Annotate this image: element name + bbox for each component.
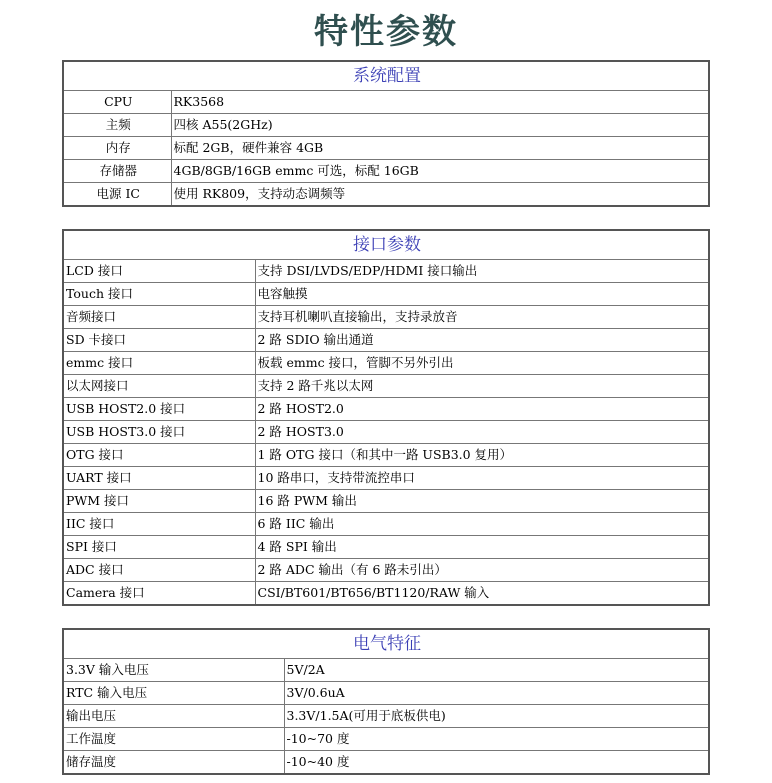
spec-row <box>63 160 709 183</box>
spec-value: 2 路 HOST3.0 <box>255 421 709 444</box>
spec-label: CPU <box>63 91 171 114</box>
page-title: 特性参数 <box>314 12 458 52</box>
spec-value: 使用 RK809，支持动态调频等 <box>171 183 709 207</box>
spec-label: 存储器 <box>63 160 171 183</box>
spec-label: OTG 接口 <box>63 444 255 467</box>
spec-label: LCD 接口 <box>63 260 255 283</box>
spec-value: 2 路 HOST2.0 <box>255 398 709 421</box>
spec-label: 内存 <box>63 137 171 160</box>
spec-value: 2 路 SDIO 输出通道 <box>255 329 709 352</box>
spec-value: 1 路 OTG 接口（和其中一路 USB3.0 复用） <box>255 444 709 467</box>
spec-value: 支持耳机喇叭直接输出，支持录放音 <box>255 306 709 329</box>
spec-row <box>63 91 709 114</box>
spec-value: RK3568 <box>171 91 709 114</box>
spec-row <box>63 728 709 751</box>
spec-label: USB HOST3.0 接口 <box>63 421 255 444</box>
spec-value: 10 路串口，支持带流控串口 <box>255 467 709 490</box>
spec-label: emmc 接口 <box>63 352 255 375</box>
spec-row <box>63 183 709 207</box>
spec-row <box>63 352 709 375</box>
spec-label: USB HOST2.0 接口 <box>63 398 255 421</box>
spec-label: 以太网接口 <box>63 375 255 398</box>
spec-value: 四核 A55(2GHz) <box>171 114 709 137</box>
spec-row <box>63 114 709 137</box>
spec-row <box>63 398 709 421</box>
spec-row <box>63 421 709 444</box>
spec-label: 电源 IC <box>63 183 171 207</box>
spec-value: CSI/BT601/BT656/BT1120/RAW 输入 <box>255 582 709 606</box>
spec-value: 6 路 IIC 输出 <box>255 513 709 536</box>
spec-label: 主频 <box>63 114 171 137</box>
spec-row <box>63 444 709 467</box>
spec-label: UART 接口 <box>63 467 255 490</box>
interface-params-heading: 接口参数 <box>63 230 709 260</box>
spec-label: SPI 接口 <box>63 536 255 559</box>
spec-row <box>63 137 709 160</box>
spec-label: 储存温度 <box>63 751 284 775</box>
spec-value: 电容触摸 <box>255 283 709 306</box>
spec-label: 3.3V 输入电压 <box>63 659 284 682</box>
spec-value: 板载 emmc 接口，管脚不另外引出 <box>255 352 709 375</box>
spec-label: RTC 输入电压 <box>63 682 284 705</box>
spec-label: Touch 接口 <box>63 283 255 306</box>
spec-row <box>63 513 709 536</box>
spec-row <box>63 536 709 559</box>
electrical-features-table <box>62 628 710 775</box>
spec-value: 5V/2A <box>284 659 709 682</box>
spec-row <box>63 705 709 728</box>
spec-label: SD 卡接口 <box>63 329 255 352</box>
spec-row <box>63 490 709 513</box>
spec-row <box>63 306 709 329</box>
electrical-features-heading: 电气特征 <box>63 629 709 659</box>
spec-value: 支持 2 路千兆以太网 <box>255 375 709 398</box>
spec-value: 3V/0.6uA <box>284 682 709 705</box>
spec-value: 支持 DSI/LVDS/EDP/HDMI 接口输出 <box>255 260 709 283</box>
spec-row <box>63 467 709 490</box>
spec-row <box>63 682 709 705</box>
spec-label: IIC 接口 <box>63 513 255 536</box>
spec-label: ADC 接口 <box>63 559 255 582</box>
spec-value: -10~40 度 <box>284 751 709 775</box>
interface-params-table <box>62 229 710 606</box>
spec-value: 16 路 PWM 输出 <box>255 490 709 513</box>
spec-row <box>63 559 709 582</box>
spec-value: 标配 2GB，硬件兼容 4GB <box>171 137 709 160</box>
spec-label: PWM 接口 <box>63 490 255 513</box>
spec-row <box>63 582 709 606</box>
spec-label: 音频接口 <box>63 306 255 329</box>
spec-row <box>63 283 709 306</box>
system-config-table <box>62 60 710 207</box>
spec-row <box>63 375 709 398</box>
spec-value: -10~70 度 <box>284 728 709 751</box>
spec-value: 4GB/8GB/16GB emmc 可选，标配 16GB <box>171 160 709 183</box>
spec-row <box>63 329 709 352</box>
system-config-heading: 系统配置 <box>63 61 709 91</box>
spec-row <box>63 751 709 775</box>
spec-value: 3.3V/1.5A(可用于底板供电) <box>284 705 709 728</box>
spec-label: Camera 接口 <box>63 582 255 606</box>
spec-value: 2 路 ADC 输出（有 6 路未引出） <box>255 559 709 582</box>
spec-value: 4 路 SPI 输出 <box>255 536 709 559</box>
spec-label: 工作温度 <box>63 728 284 751</box>
spec-label: 输出电压 <box>63 705 284 728</box>
spec-row <box>63 659 709 682</box>
spec-row <box>63 260 709 283</box>
